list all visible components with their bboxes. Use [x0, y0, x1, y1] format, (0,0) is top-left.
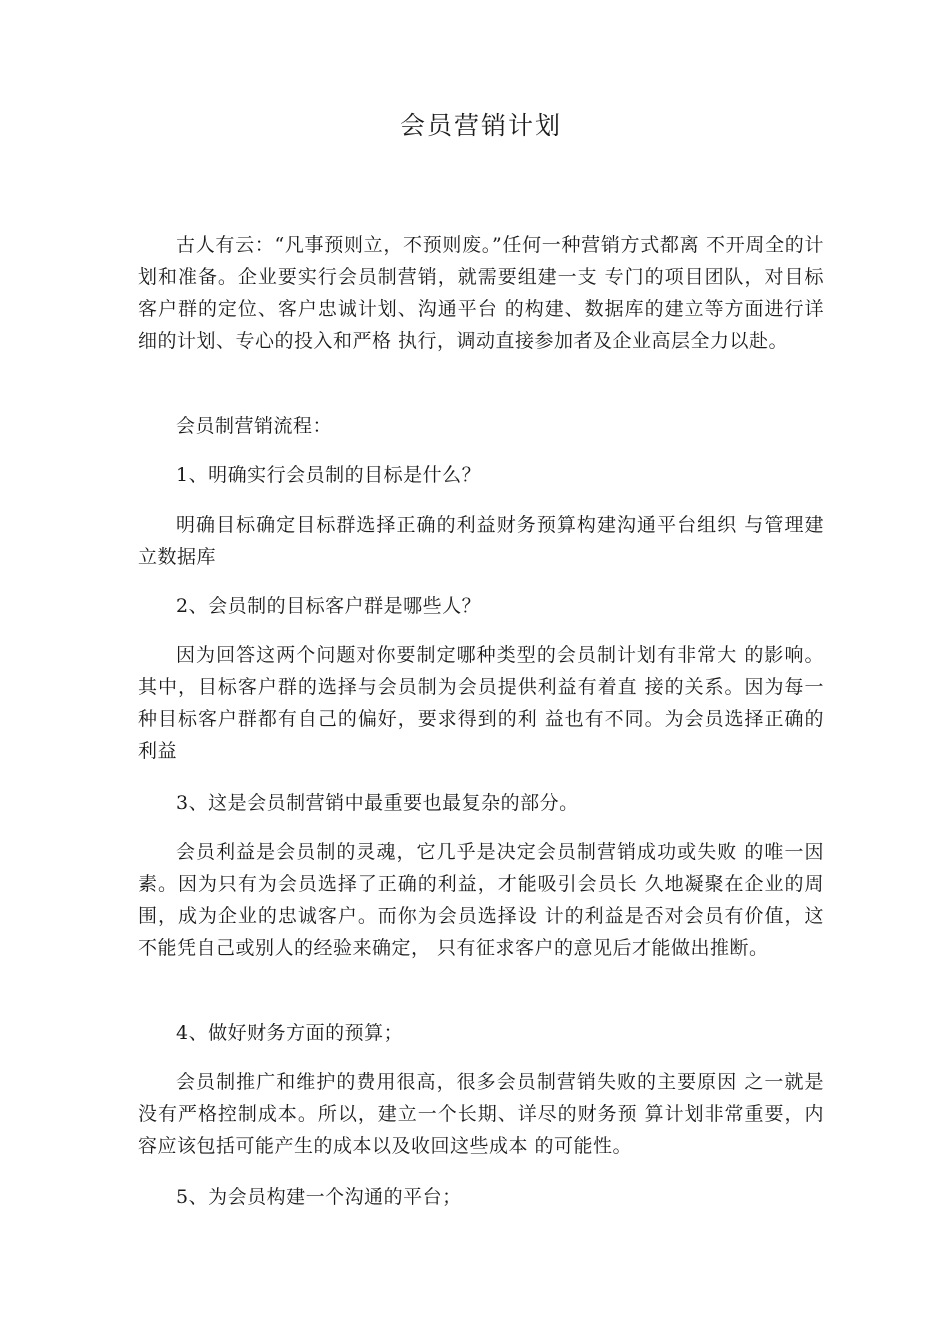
- step-1-heading: 1、明确实行会员制的目标是什么？: [176, 464, 482, 486]
- step-2-body: 因为回答这两个问题对你要制定哪种类型的会员制计划有非常大 的影响。其中，目标客户群的选择与会员制为会员提供利益有着直 接的关系。因为每一种目标客户群都有自己的偏好，要求得到的利 益也有不同。为会员选择正确的利益: [138, 644, 824, 762]
- step-2-heading: 2、会员制的目标客户群是哪些人？: [176, 595, 482, 617]
- document-title: 会员营销计划: [399, 111, 562, 140]
- step-4-body: 会员制推广和维护的费用很高，很多会员制营销失败的主要原因 之一就是没有严格控制成本。所以，建立一个长期、详尽的财务预 算计划非常重要，内容应该包括可能产生的成本以及收回这些成本 的可能性。: [138, 1071, 824, 1157]
- intro-paragraph: 古人有云：“凡事预则立，不预则废。”任何一种营销方式都离 不开周全的计划和准备。企业要实行会员制营销，就需要组建一支 专门的项目团队，对目标客户群的定位、客户忠诚计划、沟通平台 的构建、数据库的建立等方面进行详细的计划、专心的投入和严格 执行，调动直接参加者及企业高层全力以赴。: [138, 234, 824, 352]
- step-3-body: 会员利益是会员制的灵魂，它几乎是决定会员制营销成功或失败 的唯一因素。因为只有为会员选择了正确的利益，才能吸引会员长 久地凝聚在企业的周围，成为企业的忠诚客户。而你为会员选择设 计的利益是否对会员有价值，这不能凭自己或别人的经验来确定， 只有征求客户的意见后才能做出推断。: [138, 841, 824, 959]
- process-heading: 会员制营销流程：: [176, 415, 333, 437]
- step-5-heading: 5、为会员构建一个沟通的平台；: [176, 1186, 462, 1208]
- step-3-heading: 3、这是会员制营销中最重要也最复杂的部分。: [176, 792, 579, 814]
- step-1-body: 明确目标确定目标群选择正确的利益财务预算构建沟通平台组织 与管理建立数据库: [138, 514, 824, 568]
- step-4-heading: 4、做好财务方面的预算；: [176, 1022, 404, 1044]
